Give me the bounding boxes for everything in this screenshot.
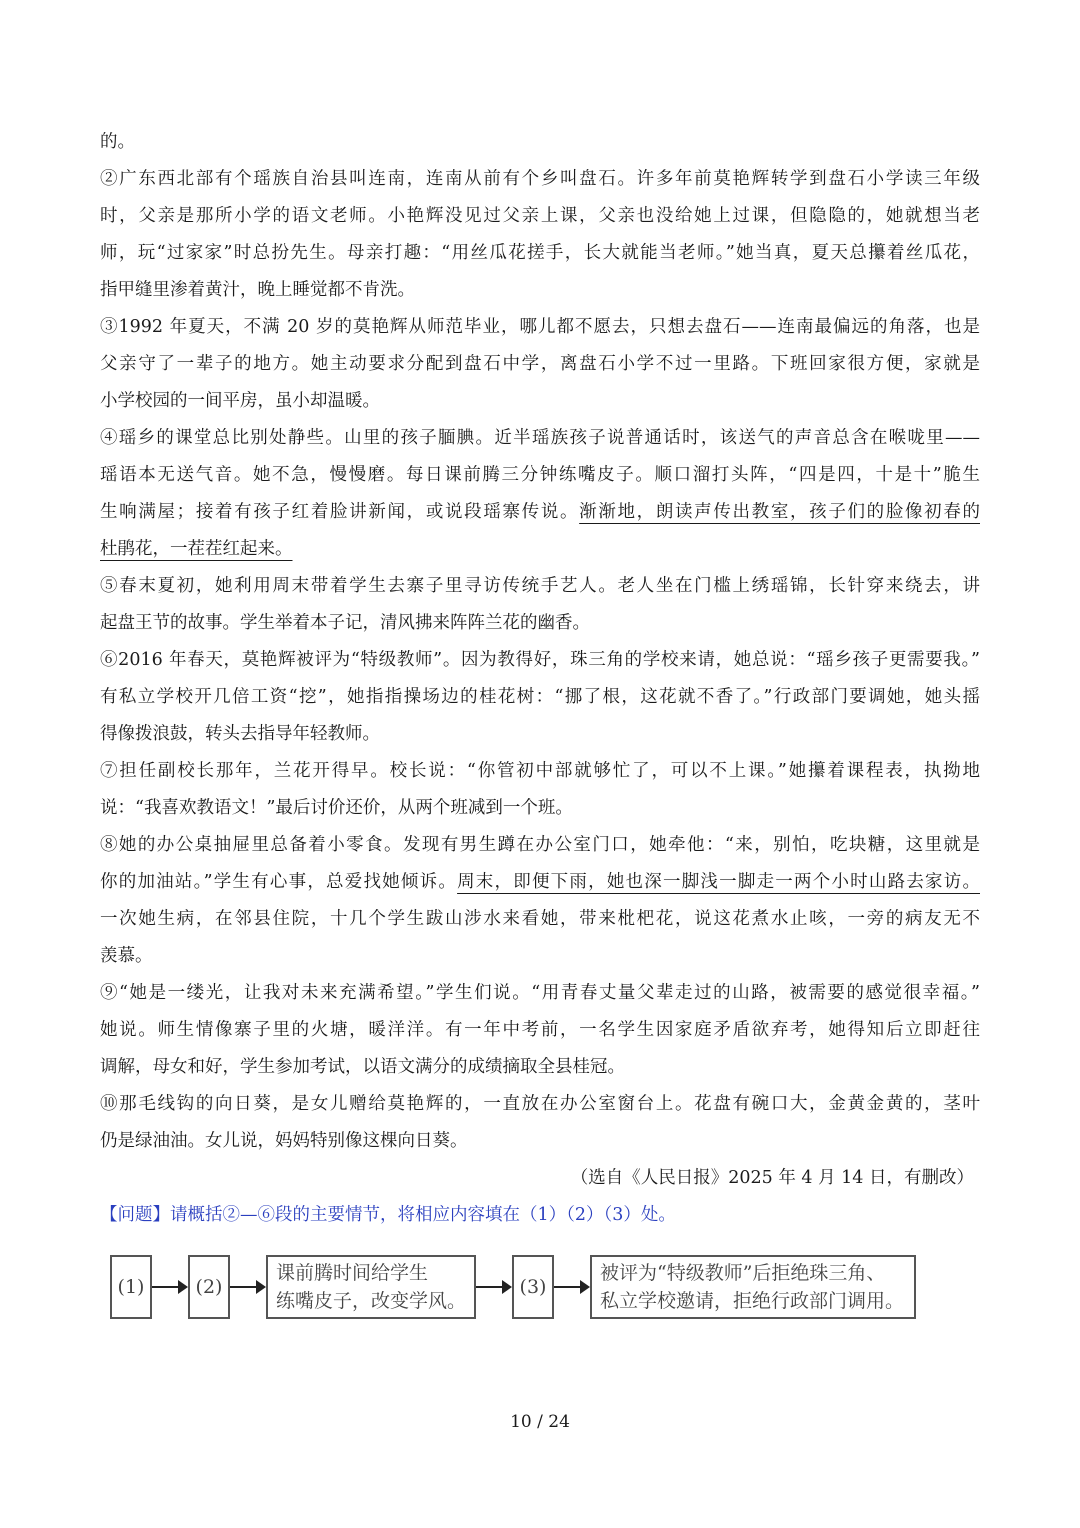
text-line: [100, 1123, 980, 1160]
arrow-icon: [152, 1286, 186, 1288]
text-segment: ②广东西北部有个瑶族自治县叫连南，连南从前有个乡叫盘石。许多年前莫艳辉转学到盘石小学读三年级: [100, 169, 980, 189]
text-line: [100, 901, 980, 938]
text-segment: ③1992 年夏天，不满 20 岁的莫艳辉从师范毕业，哪儿都不愿去，只想去盘石——连南最偏远的角落，也是: [100, 317, 980, 337]
text-segment: ⑥2016 年春天，莫艳辉被评为“特级教师”。因为教得好，珠三角的学校来请，她总说：“瑶乡孩子更需要我。”: [100, 650, 980, 670]
underlined-text: 杜鹃花，一茬茬红起来。: [100, 539, 293, 559]
article-body: [100, 124, 980, 1234]
text-segment: ④瑶乡的课堂总比别处静些。山里的孩子腼腆。近半瑶族孩子说普通话时，该送气的声音总含在喉咙里——: [100, 428, 980, 448]
blank-box-3: (3): [512, 1255, 554, 1319]
plot-box-3-line-1: 课前腾时间给学生: [276, 1262, 429, 1284]
text-line: [100, 975, 980, 1012]
underlined-text: 渐渐地，朗读声传出教室，孩子们的脸像初春的: [579, 502, 980, 522]
text-segment: ⑦担任副校长那年，兰花开得早。校长说：“你管初中部就够忙了，可以不上课。”她攥着课程表，执拗地: [100, 761, 980, 781]
paragraph: [100, 420, 980, 568]
text-segment: 时，父亲是那所小学的语文老师。小艳辉没见过父亲上课，父亲也没给她上过课，但隐隐的，她就想当老: [100, 206, 980, 226]
arrow-icon: [554, 1286, 588, 1288]
text-line: [100, 235, 980, 272]
paragraph: [100, 827, 980, 975]
text-line: [100, 494, 980, 531]
blank-box-2: (2): [188, 1255, 230, 1319]
text-line: [100, 642, 980, 679]
text-segment: 你的加油站。”学生有心事，总爱找她倾诉。: [100, 872, 458, 892]
text-segment: 指甲缝里渗着黄汁，晚上睡觉都不肯洗。: [100, 280, 415, 300]
text-segment: 起盘王节的故事。学生举着本子记，清风拂来阵阵兰花的幽香。: [100, 613, 590, 633]
text-line: [100, 679, 980, 716]
text-line: [100, 938, 980, 975]
text-segment: 调解，母女和好，学生参加考试，以语文满分的成绩摘取全县桂冠。: [100, 1057, 625, 1077]
paragraph: [100, 161, 980, 309]
text-line: [100, 716, 980, 753]
paragraph: [100, 753, 980, 827]
text-segment: 师，玩“过家家”时总扮先生。母亲打趣：“用丝瓜花搓手，长大就能当老师。”她当真，夏天总攥着丝瓜花，: [100, 243, 980, 263]
text-segment: 她说。师生情像寨子里的火塘，暖洋洋。有一年中考前，一名学生因家庭矛盾欲弃考，她得知后立即赶往: [100, 1020, 980, 1040]
question-prompt: 【问题】请概括②—⑥段的主要情节，将相应内容填在（1）（2）（3）处。: [100, 1205, 676, 1225]
text-segment: ⑧她的办公桌抽屉里总备着小零食。发现有男生蹲在办公室门口，她牵他：“来，别怕，吃块糖，这里就是: [100, 835, 980, 855]
text-line: [100, 753, 980, 790]
paragraph: [100, 1086, 980, 1160]
text-line: [100, 568, 980, 605]
text-line: [100, 383, 980, 420]
text-line: [100, 531, 980, 568]
paragraph: [100, 124, 980, 161]
text-segment: 说：“我喜欢教语文！”最后讨价还价，从两个班减到一个班。: [100, 798, 573, 818]
blank-box-1: (1): [110, 1255, 152, 1319]
text-segment: ⑩那毛线钩的向日葵，是女儿赠给莫艳辉的，一直放在办公室窗台上。花盘有碗口大，金黄金黄的，茎叶: [100, 1094, 980, 1114]
plot-box-3-line-2: 练嘴皮子，改变学风。: [276, 1290, 467, 1312]
plot-flow-diagram: [110, 1255, 920, 1323]
text-segment: 小学校园的一间平房，虽小却温暖。: [100, 391, 380, 411]
text-segment: 得像拨浪鼓，转头去指导年轻教师。: [100, 724, 380, 744]
plot-box-5: [590, 1255, 916, 1319]
paragraph: [100, 975, 980, 1086]
text-line: [100, 1049, 980, 1086]
arrow-icon: [230, 1286, 264, 1288]
text-line: [100, 1012, 980, 1049]
page-number: 10 / 24: [510, 1412, 570, 1432]
text-line: [100, 161, 980, 198]
text-line: [100, 272, 980, 309]
text-line: [100, 605, 980, 642]
text-segment: 的。: [100, 132, 135, 152]
text-line: [100, 790, 980, 827]
arrow-icon: [476, 1286, 510, 1288]
text-segment: 一次她生病，在邻县住院，十几个学生跋山涉水来看她，带来枇杷花，说这花煮水止咳，一旁的病友无不: [100, 909, 980, 929]
paragraph: [100, 568, 980, 642]
text-line: [100, 124, 980, 161]
text-segment: 生响满屋；接着有孩子红着脸讲新闻，或说段瑶寨传说。: [100, 502, 580, 522]
plot-box-5-line-1: 被评为“特级教师”后拒绝珠三角、: [600, 1262, 886, 1284]
text-line: [100, 346, 980, 383]
text-segment: ⑨“她是一缕光，让我对未来充满希望。”学生们说。“用青春丈量父辈走过的山路，被需要的感觉很幸福。”: [100, 983, 980, 1003]
text-segment: 父亲守了一辈子的地方。她主动要求分配到盘石中学，离盘石小学不过一里路。下班回家很方便，家就是: [100, 354, 980, 374]
text-line: [100, 420, 980, 457]
text-line: [100, 457, 980, 494]
paragraph: [100, 309, 980, 420]
text-segment: 羡慕。: [100, 946, 153, 966]
source-citation: （选自《人民日报》2025 年 4 月 14 日，有删改）: [570, 1168, 974, 1188]
text-line: [100, 1086, 980, 1123]
text-segment: ⑤春末夏初，她利用周末带着学生去寨子里寻访传统手艺人。老人坐在门槛上绣瑶锦，长针穿来绕去，讲: [100, 576, 980, 596]
paragraph: [100, 642, 980, 753]
text-line: [100, 198, 980, 235]
text-line: [100, 827, 980, 864]
text-segment: 仍是绿油油。女儿说，妈妈特别像这棵向日葵。: [100, 1131, 468, 1151]
text-segment: 有私立学校开几倍工资“挖”，她指指操场边的桂花树：“挪了根，这花就不香了。”行政部门要调她，她头摇: [100, 687, 980, 707]
text-segment: 瑶语本无送气音。她不急，慢慢磨。每日课前腾三分钟练嘴皮子。顺口溜打头阵，“四是四，十是十”脆生: [100, 465, 980, 485]
text-line: [100, 864, 980, 901]
text-line: [100, 309, 980, 346]
underlined-text: 周末，即便下雨，她也深一脚浅一脚走一两个小时山路去家访。: [457, 872, 980, 892]
plot-box-5-line-2: 私立学校邀请，拒绝行政部门调用。: [600, 1290, 905, 1312]
plot-box-3: [266, 1255, 476, 1319]
